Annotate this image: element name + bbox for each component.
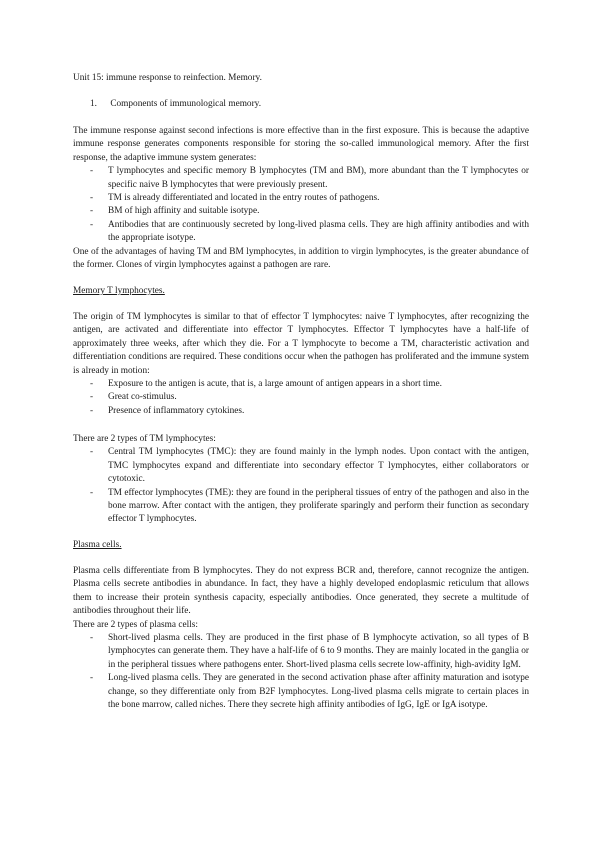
list-item: - T lymphocytes and specific memory B lymphocytes (TM and BM), more abundant than the T lymphocytes or specific naive B lymphocytes that were previously present. [73, 165, 529, 192]
list-item: - TM effector lymphocytes (TME): they are found in the peripheral tissues of entry of the pathogen and also in the bone marrow. After contact with the antigen, they proliferate sparingly and perform their function as secondary effector T lymphocytes. [73, 487, 529, 527]
list-item: - Exposure to the antigen is acute, that is, a large amount of antigen appears in a short time. [73, 378, 529, 391]
memory-t-heading: Memory T lymphocytes. [73, 286, 165, 296]
intro-list [73, 165, 529, 245]
section-heading [90, 98, 530, 111]
intro-block [73, 125, 529, 272]
list-item: - Short-lived plasma cells. They are produced in the first phase of B lymphocyte activation, so all types of B lymphocytes can generate them. They have a half-life of 6 to 9 months. They are mainly located in the ganglia or in the peripheral tissues where pathogens enter. Short-lived plasma cells secrete low-affinity, high-avidity IgM. [73, 632, 529, 672]
list-item: - Presence of inflammatory cytokines. [73, 405, 529, 418]
plasma-types-list [73, 632, 529, 712]
list-item: - TM is already differentiated and located in the entry routes of pathogens. [73, 192, 529, 205]
list-item: - Antibodies that are continuously secreted by long-lived plasma cells. They are high affinity antibodies and with the appropriate isotype. [73, 219, 529, 246]
intro-paragraph: The immune response against second infections is more effective than in the first exposure. This is because the adaptive immune response generates components responsible for storing the so-called immunological memory. After the first response, the adaptive immune system generates: [73, 126, 529, 163]
unit-title: Unit 15: immune response to reinfection. Memory. [73, 73, 262, 83]
section-number: 1. [90, 99, 97, 109]
plasma-heading: Plasma cells. [73, 540, 122, 550]
list-item: - Great co-stimulus. [73, 391, 529, 404]
plasma-types-intro: There are 2 types of plasma cells: [73, 619, 198, 630]
tm-types-intro: There are 2 types of TM lymphocytes: [73, 434, 216, 444]
conditions-list [73, 378, 529, 418]
tm-types-list [73, 446, 529, 526]
memory-t-block [73, 311, 529, 418]
memory-t-paragraph: The origin of TM lymphocytes is similar to that of effector T lymphocytes: naive T lymphocytes, after recognizing the antigen, are activated and differentiate into effector T lymphocytes. Effector T lymphocytes have a half-life of approximately three weeks, after which they die. For a T lymphocyte to become a TM, characteristic activation and differentiation conditions are required. These conditions occur when the pathogen has proliferated and the immune system is already in motion: [73, 312, 529, 376]
intro-closing: One of the advantages of having TM and BM lymphocytes, in addition to virgin lymphocytes, is the greater abundance of the former. Clones of virgin lymphocytes against a pathogen are rare. [73, 246, 529, 271]
list-item: - Central TM lymphocytes (TMC): they are found mainly in the lymph nodes. Upon contact with the antigen, TMC lymphocytes expand and differentiate into secondary effector T lymphocytes, either collaborators or cytotoxic. [73, 446, 529, 486]
section-title: Components of immunological memory. [110, 99, 262, 109]
tm-types-block [73, 433, 529, 527]
list-item: - BM of high affinity and suitable isotype. [73, 205, 529, 218]
list-item: - Long-lived plasma cells. They are generated in the second activation phase after affinity maturation and isotype change, so they differentiate only from B2F lymphocytes. Long-lived plasma cells migrate to certain places in the bone marrow, called niches. There they secrete high affinity antibodies of IgG, IgE or IgA isotype. [73, 672, 529, 712]
plasma-paragraph: Plasma cells differentiate from B lymphocytes. They do not express BCR and, therefore, cannot recognize the antigen. Plasma cells secrete antibodies in abundance. In fact, they have a highly developed endoplasmic reticulum that allows them to increase their protein synthesis capacity, especially antibodies. Once generated, they secrete a multitude of antibodies throughout their life. [73, 566, 529, 617]
plasma-block [73, 565, 529, 712]
